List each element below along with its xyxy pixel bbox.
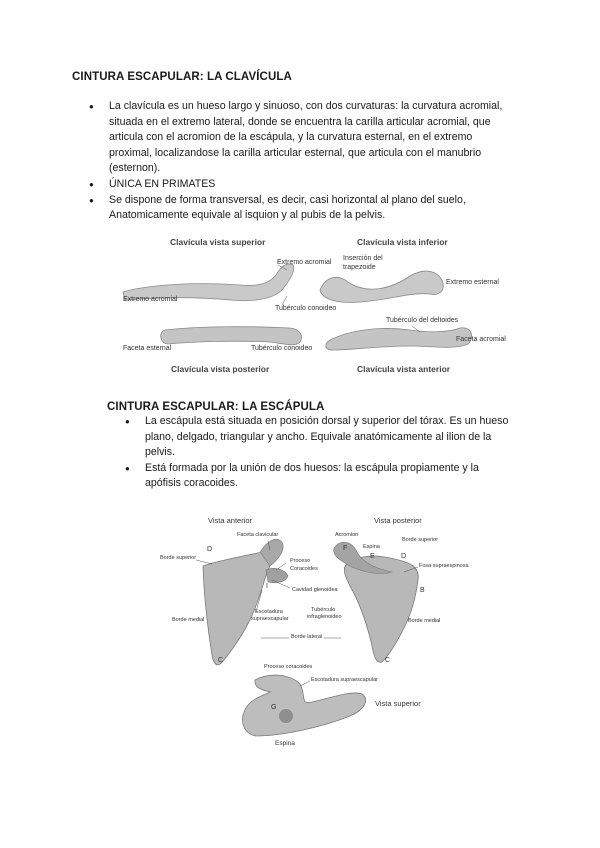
list-item: ● Se dispone de forma transversal, es decir, casi horizontal al plano del suelo, Anatomicamente equivale al isquion y al pubis de la pelvis.	[109, 193, 529, 224]
clavicle-title-anterior: Clavícula vista anterior	[357, 364, 451, 374]
label-tuberculo-infra: Tubérculo	[311, 607, 336, 613]
label-fosa-supraespinosa: Fosa supraespinosa	[419, 563, 469, 569]
label-extremo-acromial: Extremo acromial	[277, 259, 332, 266]
label-tuberculo-conoideo-2: Tubérculo conoideo	[251, 345, 313, 352]
label-borde-medial-p: Borde medial	[408, 618, 441, 624]
label-espina: Espina	[363, 544, 380, 550]
label-vista-superior: Vista superior	[375, 699, 421, 708]
label-borde-medial-a: Borde medial	[172, 617, 205, 623]
list-item: ● ÚNICA EN PRIMATES	[109, 177, 529, 193]
label-proceso: Proceso	[290, 558, 311, 564]
section-heading-clavicula: CINTURA ESCAPULAR: LA CLAVÍCULA	[72, 71, 292, 83]
label-letter-C2: C	[385, 657, 391, 664]
label-letter-I: I	[266, 583, 268, 590]
label-letter-G: G	[271, 704, 277, 711]
label-escotadura-2: supraescapular	[251, 616, 289, 622]
label-letter-D2: D	[401, 553, 407, 560]
label-tuberculo-deltoideo: Tubérculo del deltoides	[386, 317, 459, 324]
label-letter-C: C	[218, 657, 224, 664]
clavicle-title-superior: Clavícula vista superior	[170, 237, 266, 247]
section-heading-escapula: CINTURA ESCAPULAR: LA ESCÁPULA	[107, 401, 325, 413]
label-vista-anterior: Vista anterior	[208, 516, 253, 525]
label-extremo-acromial-2: Extremo acromial	[123, 296, 178, 303]
label-letter-B: B	[420, 587, 425, 594]
label-letter-E: E	[370, 553, 375, 560]
label-espina-s: Espina	[275, 740, 295, 747]
label-vista-posterior: Vista posterior	[374, 516, 422, 525]
clavicle-title-posterior: Clavícula vista posterior	[171, 364, 270, 374]
list-item: ● La clavícula es un hueso largo y sinuoso, con dos curvaturas: la curvatura acromial, situada en el extremo lateral, donde se encuentra la carilla articular acromial, que articula con el acromion de la escápula, y la curvatura esternal, en el extremo proximal, localizandose la carilla articular esternal, que articula con el manubrio (esternon).	[109, 99, 529, 177]
label-faceta-clavicular: Faceta clavicular	[237, 532, 279, 538]
label-letter-F: F	[343, 545, 348, 552]
label-tuberculo-infra-2: infraglenoideo	[307, 614, 342, 620]
label-insercion-2: trapezoide	[343, 264, 376, 271]
label-faceta-acromial: Faceta acromial	[456, 336, 506, 343]
label-extremo-esternal: Extremo esternal	[446, 279, 499, 286]
label-tuberculo-conoideo: Tubérculo conoideo	[275, 305, 337, 312]
label-insercion: Inserción del	[343, 255, 383, 262]
list-item: ● La escápula está situada en posición dorsal y superior del tórax. Es un hueso plano, delgado, triangular y ancho. Equivale anatómicamente al ilion de la pelvis.	[145, 414, 545, 461]
list-item: ● Está formada por la unión de dos huesos: la escápula propiamente y la apófisis coracoides.	[145, 461, 545, 492]
label-faceta-esternal: Faceta esternal	[123, 345, 172, 352]
label-coracoides: Coracoides	[290, 566, 318, 572]
label-escotadura-s: Escotadura supraescapular	[311, 677, 378, 683]
label-proceso-coracoides-s: Proceso coracoides	[264, 664, 313, 670]
clavicle-title-inferior: Clavícula vista inferior	[357, 237, 448, 247]
label-borde-superior-p: Borde superior	[402, 537, 439, 543]
label-letter-D: D	[207, 546, 213, 553]
label-escotadura: Escotadura	[255, 609, 283, 615]
label-borde-lateral: Borde lateral	[291, 634, 323, 640]
label-cavidad-glenoidea: Cavidad glenoidea	[292, 587, 338, 593]
label-borde-superior-a: Borde superior	[160, 555, 197, 561]
label-acromion: Acromion	[335, 532, 359, 538]
